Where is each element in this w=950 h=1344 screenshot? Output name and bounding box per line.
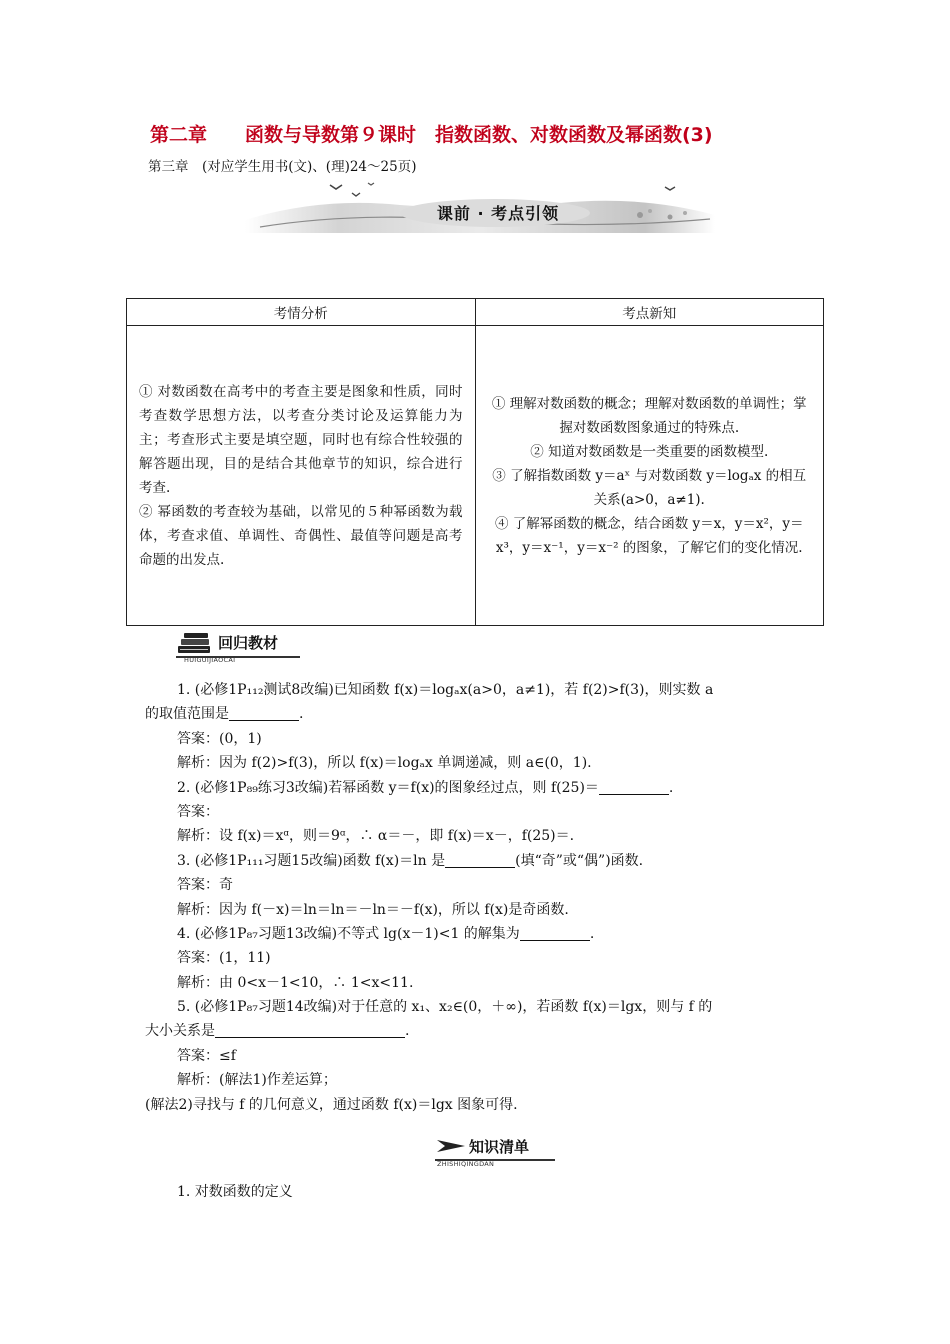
problem-analysis: 解析：因为 f(－x)＝ln＝ln＝－ln＝－f(x)，所以 f(x)是奇函数.: [177, 901, 569, 918]
problem-text: 3. (必修1P₁₁₁习题15改编)函数 f(x)＝ln 是: [177, 852, 446, 869]
problem-answer: 答案：(0，1): [177, 730, 262, 747]
problem-text: .: [405, 1023, 410, 1040]
table-right-item: ④ 了解幂函数的概念，结合函数 y＝x，y＝x²，y＝x³，y＝x⁻¹，y＝x⁻² 的图象，了解它们的变化情况.: [494, 515, 804, 556]
table-left-item: ② 幂函数的考查较为基础，以常见的５种幂函数为载体，考查求值、单调性、奇偶性、最值等问题是高考命题的出发点.: [139, 503, 463, 568]
problem-answer: 答案：≤f: [177, 1047, 236, 1064]
table-row: [127, 326, 824, 626]
table-right-item: ③ 了解指数函数 y＝aˣ 与对数函数 y＝logₐx 的相互关系(a>0，a≠1).: [492, 467, 807, 508]
problem-text: .: [668, 779, 674, 796]
problem-question: [145, 776, 825, 800]
problem-question: [145, 849, 825, 873]
banner-label: 课前 · 考点引领: [436, 204, 560, 223]
table-cell-right: [475, 326, 824, 626]
answer-blank: [520, 926, 590, 941]
table-left-item: ① 对数函数在高考中的考查主要是图象和性质，同时考查数学思想方法，以考查分类讨论及运算能力为主；考查形式主要是填空题，同时也有综合性较强的解答题出现，目的是结合其他章节的知识，综合进行考查.: [139, 383, 463, 496]
problem-analysis: 解析：(解法1)作差运算；: [177, 1072, 337, 1089]
table-header-right: 考点新知: [475, 299, 824, 326]
table-right-item: ② 知道对数函数是一类重要的函数模型.: [530, 443, 769, 460]
problem-text: 4. (必修1P₈₇习题13改编)不等式 lg(x－1)<1 的解集为: [177, 925, 520, 942]
arrow-icon: [435, 1134, 471, 1158]
problem-text: 的取值范围是: [145, 706, 229, 723]
problem-analysis: 解析：因为 f(2)>f(3)，所以 f(x)＝logₐx 单调递减，则 a∈(0，1).: [177, 755, 592, 772]
books-icon: [176, 630, 214, 656]
answer-blank: [215, 1023, 405, 1038]
problem-text: 大小关系是: [145, 1023, 215, 1040]
analysis-table: [126, 298, 824, 626]
answer-blank: [599, 780, 669, 795]
table-right-item: ① 理解对数函数的概念；理解对数函数的单调性；掌握对数函数图象通过的特殊点.: [491, 395, 807, 436]
answer-blank: [229, 706, 299, 721]
section-pinyin: ZHISHIQINGDAN: [437, 1160, 495, 1168]
problem-answer: 答案：: [177, 803, 219, 820]
problem-text: .: [589, 925, 595, 942]
problem-question: 1. (必修1P₁₁₂测试8改编)已知函数 f(x)＝logₐx(a>0，a≠1)，若 f(2)>f(3)，则实数 a: [177, 682, 714, 698]
problem-question-cont: [145, 1019, 825, 1043]
answer-blank: [445, 853, 515, 868]
section-item: 1. 对数函数的定义: [177, 1184, 293, 1200]
page-subtitle: 第三章 (对应学生用书(文)、(理)24～25页): [148, 159, 417, 175]
problem-list: [145, 678, 825, 1117]
problem-analysis: 解析：设 f(x)＝xᵅ，则＝9ᵅ，∴ α＝－，即 f(x)＝x－，f(25)＝.: [177, 828, 575, 845]
section-badge-knowledge: [435, 1134, 560, 1168]
section-badge-return: [176, 630, 306, 664]
problem-question: 5. (必修1P₈₇习题14改编)对于任意的 x₁、x₂∈(0，＋∞)，若函数 f(x)＝lgx，则与 f 的: [177, 999, 713, 1016]
problem-answer: 答案：奇: [177, 877, 233, 894]
problem-question-cont: [145, 702, 825, 726]
problem-text: .: [299, 706, 304, 723]
section-title: 回归教材: [218, 634, 279, 652]
table-header-left: 考情分析: [127, 299, 476, 326]
section-pinyin: HUIGUIJIAOCAI: [184, 656, 236, 664]
problem-text: 2. (必修1P₈₉练习3改编)若幂函数 y＝f(x)的图象经过点，则 f(25)＝: [177, 779, 599, 796]
problem-analysis: 解析：由 0<x－1<10，∴ 1<x<11.: [177, 974, 414, 991]
page-title: 第二章 函数与导数第９课时 指数函数、对数函数及幂函数(3): [150, 124, 713, 146]
problem-answer: 答案：(1，11): [177, 950, 271, 967]
problem-text: (填“奇”或“偶”)函数.: [515, 852, 644, 869]
section-title: 知识清单: [469, 1138, 530, 1156]
problem-question: [145, 922, 825, 946]
table-cell-left: [127, 326, 476, 626]
problem-analysis: (解法2)寻找与 f 的几何意义，通过函数 f(x)＝lgx 图象可得.: [145, 1096, 518, 1113]
table-header-row: [127, 299, 824, 326]
